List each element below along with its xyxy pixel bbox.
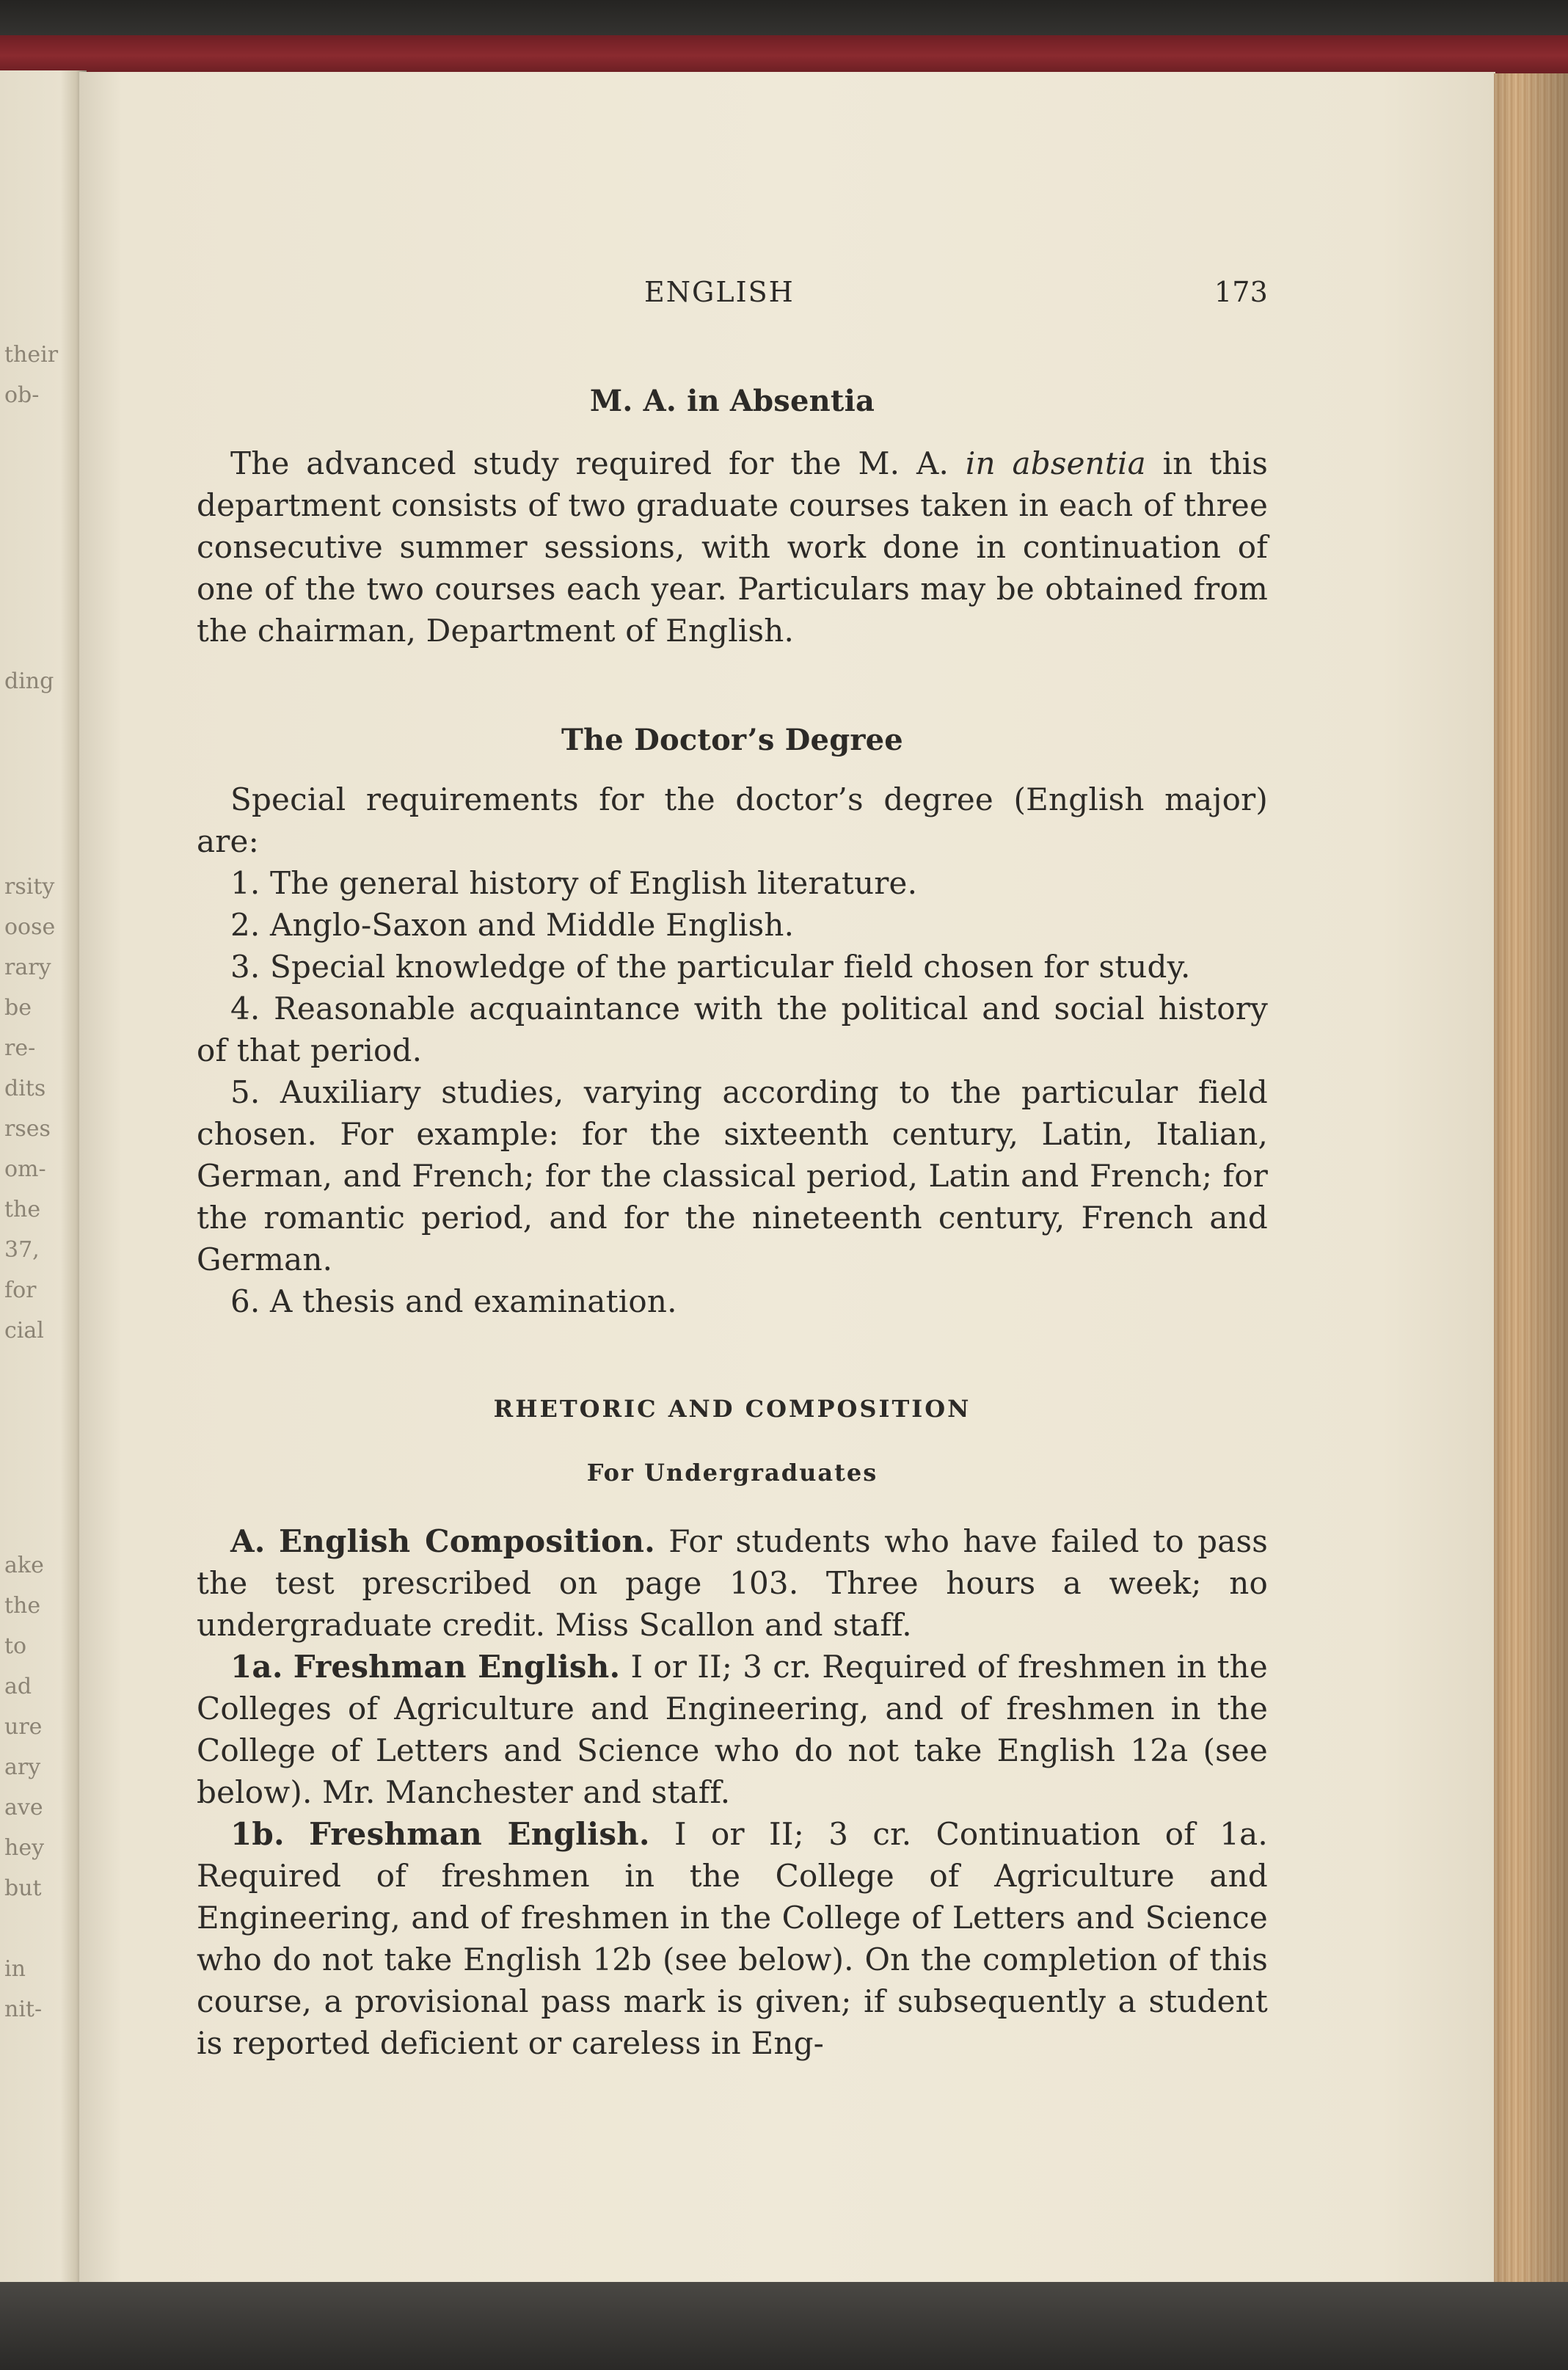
facing-page-fragment: ad [4, 1674, 32, 1699]
facing-page-fragment: ure [4, 1714, 43, 1740]
course-entry [197, 1520, 1268, 1646]
list-item: 1. The general history of English literature. [230, 865, 918, 901]
page-edges [1494, 73, 1568, 2282]
paragraph-ma [197, 442, 1268, 652]
course-title: English Composition. [279, 1523, 655, 1559]
facing-page-fragment: the [4, 1197, 41, 1222]
facing-page-fragment: ding [4, 668, 54, 694]
facing-page-fragment: dits [4, 1076, 46, 1101]
facing-page-margin [0, 70, 87, 2282]
page-number: 173 [1214, 276, 1268, 308]
facing-page-fragment: be [4, 995, 32, 1021]
heading-ma-in-absentia: M. A. in Absentia [589, 384, 875, 418]
list-item: 5. Auxiliary studies, varying according to the particular field chosen. For example: for the sixteenth century, Latin, Italian, German, and French; for the classical period, Latin and French; for the romantic period, and for the nineteenth century, French and German. [197, 1074, 1268, 1277]
course-number: 1b. [230, 1816, 285, 1852]
facing-page-fragment: hey [4, 1835, 45, 1861]
heading-rhetoric-composition: RHETORIC AND COMPOSITION [493, 1395, 971, 1423]
running-head [197, 271, 1268, 316]
facing-page-fragment: rary [4, 955, 51, 980]
facing-page-fragment: for [4, 1277, 37, 1303]
list-item: 4. Reasonable acquaintance with the political and social history of that period. [197, 991, 1268, 1068]
facing-page-fragment: to [4, 1633, 27, 1659]
list-item: 3. Special knowledge of the particular field chosen for study. [230, 949, 1191, 985]
list-item: 2. Anglo-Saxon and Middle English. [230, 907, 795, 943]
paragraph-ma-italic: in absentia [965, 445, 1146, 481]
paragraph-ma-start: The advanced study required for the M. A. [230, 445, 966, 481]
facing-page-fragment: ake [4, 1553, 44, 1578]
heading-doctors-degree: The Doctor’s Degree [561, 723, 903, 757]
page-text [197, 271, 1268, 2064]
course-title: Freshman English. [293, 1649, 621, 1685]
facing-page-fragment: rses [4, 1116, 51, 1142]
facing-page-fragment: 37, [4, 1237, 40, 1263]
paragraph-ma-end: in this department consists of two graduate courses taken in each of three consecutive summer sessions, with work done in continuation of one of the two courses each year. Particulars may be obtained from the chairman, Department of English. [197, 445, 1269, 649]
facing-page-fragment: their [4, 342, 59, 368]
course-entry [197, 1813, 1268, 2064]
facing-page-fragment: ave [4, 1795, 43, 1820]
course-entry [197, 1646, 1268, 1813]
facing-page-fragment: re- [4, 1035, 36, 1061]
list-item: 6. A thesis and examination. [230, 1283, 677, 1319]
facing-page-fragment: the [4, 1593, 41, 1619]
facing-page-fragment: in [4, 1956, 26, 1982]
facing-page-fragment: rsity [4, 874, 55, 900]
paragraph-doctor-intro: Special requirements for the doctor’s degree (English major) are: [197, 781, 1268, 859]
facing-page-fragment: ary [4, 1754, 41, 1780]
background-bottom [0, 2282, 1568, 2370]
course-description: I or II; 3 cr. Required of freshmen in the Colleges of Agriculture and Engineering, and of freshmen in the College of Letters and Science who do not take English 12a (see below). Mr. Manchester and staff. [197, 1649, 1268, 1810]
facing-page-fragment: but [4, 1875, 42, 1901]
course-description: I or II; 3 cr. Continuation of 1a. Required of freshmen in the College of Agriculture and Engineering, and of freshmen in the College of Letters and Science who do not take English 12b (see below). On the completion of this course, a provisional pass mark is given; if subsequently a student is reported deficient or careless in Eng- [197, 1816, 1268, 2061]
course-title: Freshman English. [309, 1816, 650, 1852]
facing-page-fragment: om- [4, 1156, 46, 1182]
course-description: For students who have failed to pass the test prescribed on page 103. Three hours a week; no undergraduate credit. Miss Scallon and staff. [197, 1523, 1268, 1643]
subheading-undergraduates: For Undergraduates [586, 1459, 878, 1487]
running-head-title: ENGLISH [644, 276, 795, 308]
course-number: A. [230, 1523, 266, 1559]
facing-page-fragment: nit- [4, 1997, 43, 2022]
facing-page-fragment: ob- [4, 382, 40, 408]
facing-page-fragment: oose [4, 914, 56, 940]
facing-page-fragment: cial [4, 1318, 44, 1343]
course-number: 1a. [230, 1649, 283, 1685]
